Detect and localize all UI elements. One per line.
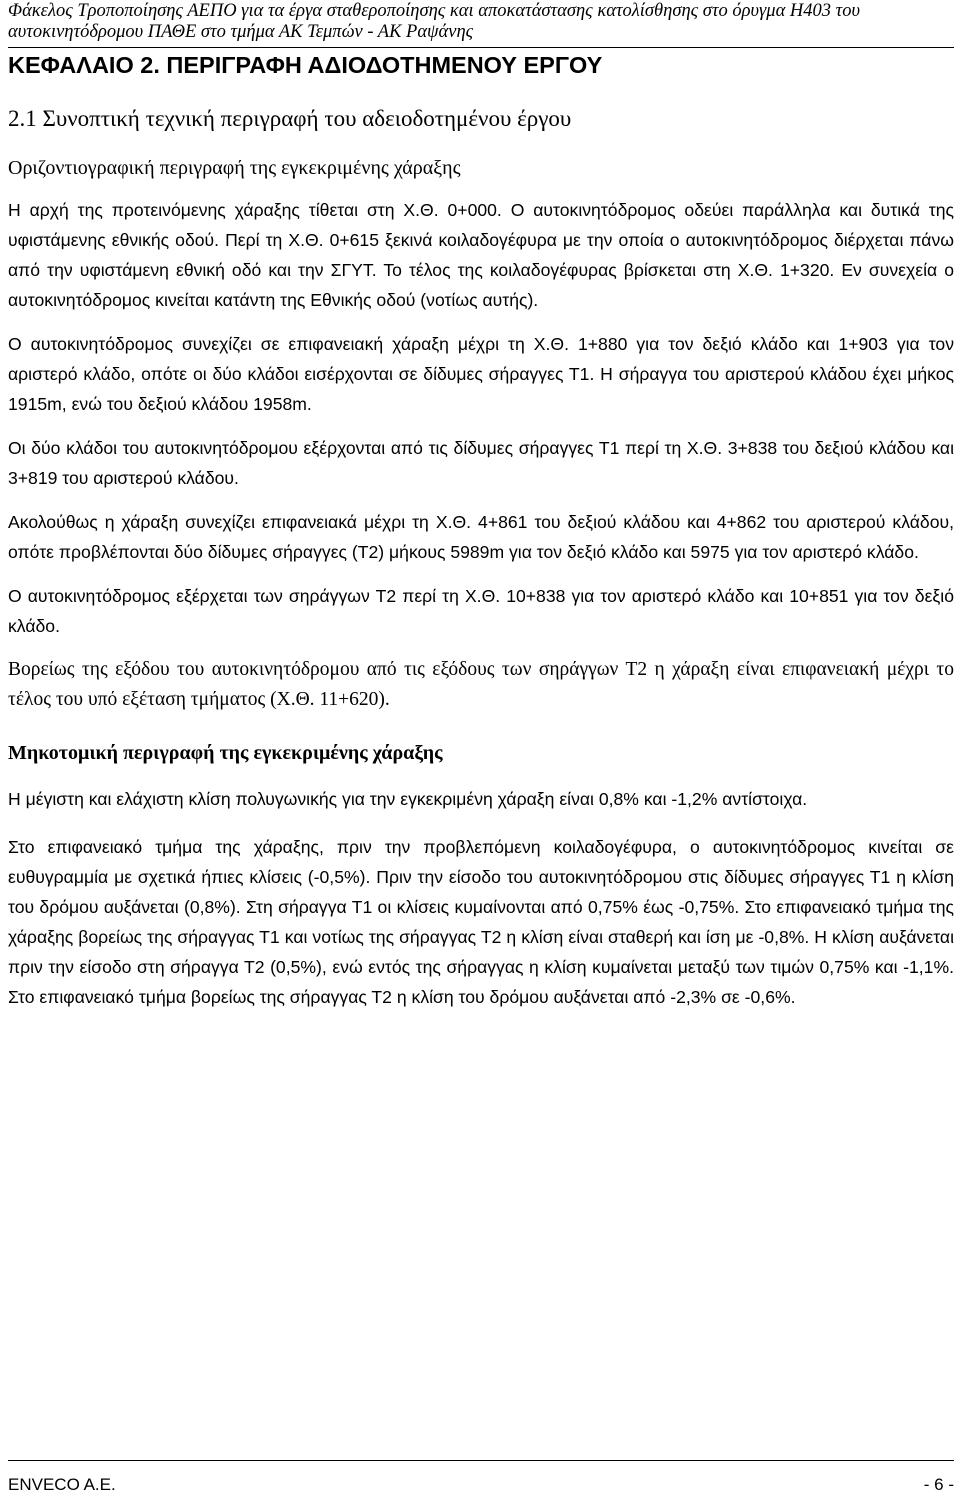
paragraph-3: Οι δύο κλάδοι του αυτοκινητόδρομου εξέρχονται από τις δίδυμες σήραγγες Τ1 περί τη Χ.Θ. 3+838 του δεξιού κλάδου και 3+819 του αριστερού κλάδου. (8, 438, 954, 488)
horizontal-heading: Οριζοντιογραφική περιγραφή της εγκεκριμένης χάραξης (8, 157, 461, 179)
chapter-title: ΚΕΦΑΛΑΙΟ 2. ΠΕΡΙΓΡΑΦΗ ΑΔΙΟΔΟΤΗΜΕΝΟΥ ΕΡΓΟΥ (8, 52, 603, 78)
vertical-heading: Μηκοτομική περιγραφή της εγκεκριμένης χάραξης (8, 742, 443, 764)
running-header (8, 0, 954, 48)
header-line-2: αυτοκινητόδρομου ΠΑΘΕ στο τμήμα ΑΚ Τεμπών - ΑΚ Ραψάνης (8, 22, 474, 42)
header-line-1: Φάκελος Τροποποίησης ΑΕΠΟ για τα έργα σταθεροποίησης και αποκατάστασης κατολίσθησης στο όρυγμα Η403 του (8, 1, 861, 21)
vertical-paragraph-1: Η μέγιστη και ελάχιστη κλίση πολυγωνικής για την εγκεκριμένη χάραξη είναι 0,8% και -1,2% αντίστοιχα. (8, 789, 808, 809)
vertical-paragraph-2: Στο επιφανειακό τμήμα της χάραξης, πριν την προβλεπόμενη κοιλαδογέφυρα, ο αυτοκινητόδρομος κινείται σε ευθυγραμμία με σχετικά ήπιες κλίσεις (-0,5%). Πριν την είσοδο του αυτοκινητόδρομου στις δίδυμες σήραγγες Τ1 η κλίση του δρόμου αυξάνεται (0,8%). Στη σήραγγα Τ1 οι κλίσεις κυμαίνονται από 0,75% έως -0,75%. Στο επιφανειακό τμήμα της χάραξης βορείως της σήραγγας Τ1 και νοτίως της σήραγγας Τ2 η κλίση είναι σταθερή και ίση με -0,8%. Η κλίση αυξάνεται πριν την είσοδο στη σήραγγα Τ2 (0,5%), ενώ εντός της σήραγγας η κλίση κυμαίνεται μεταξύ των τιμών 0,75% και -1,1%. Στο επιφανειακό τμήμα βορείως της σήραγγας Τ2 η κλίση του δρόμου αυξάνεται από -2,3% σε -0,6%. (8, 837, 954, 1007)
paragraph-1: Η αρχή της προτεινόμενης χάραξης τίθεται στη Χ.Θ. 0+000. Ο αυτοκινητόδρομος οδεύει παράλληλα και δυτικά της υφιστάμενης εθνικής οδού. Περί τη Χ.Θ. 0+615 ξεκινά κοιλαδογέφυρα με την οποία ο αυτοκινητόδρομος διέρχεται πάνω από την υφιστάμενη εθνική οδό και την ΣΓΥΤ. Το τέλος της κοιλαδογέφυρας βρίσκεται στη Χ.Θ. 1+320. Εν συνεχεία ο αυτοκινητόδρομος κινείται κατάντη της Εθνικής οδού (νοτίως αυτής). (8, 200, 954, 310)
page-footer (8, 1460, 954, 1495)
paragraph-2: Ο αυτοκινητόδρομος συνεχίζει σε επιφανειακή χάραξη μέχρι τη Χ.Θ. 1+880 για τον δεξιό κλάδο και 1+903 για τον αριστερό κλάδο, οπότε οι δύο κλάδοι εισέρχονται σε δίδυμες σήραγγες Τ1. Η σήραγγα του αριστερού κλάδου έχει μήκος 1915m, ενώ του δεξιού κλάδου 1958m. (8, 334, 954, 414)
paragraph-6: Βορείως της εξόδου του αυτοκινητόδρομου από τις εξόδους των σηράγγων Τ2 η χάραξη είναι επιφανειακή μέχρι το τέλος του υπό εξέταση τμήματος (Χ.Θ. 11+620). (8, 659, 954, 710)
section-title: 2.1 Συνοπτική τεχνική περιγραφή του αδειοδοτημένου έργου (8, 106, 572, 131)
page-number: - 6 - (923, 1475, 954, 1494)
paragraph-4: Ακολούθως η χάραξη συνεχίζει επιφανειακά μέχρι τη Χ.Θ. 4+861 του δεξιού κλάδου και 4+862 του αριστερού κλάδου, οπότε προβλέπονται δύο δίδυμες σήραγγες (Τ2) μήκους 5989m για τον δεξιό κλάδο και 5975 για τον αριστερό κλάδο. (8, 512, 954, 562)
footer-company: ENVECO A.E. (8, 1475, 116, 1494)
paragraph-5: Ο αυτοκινητόδρομος εξέρχεται των σηράγγων Τ2 περί τη Χ.Θ. 10+838 για τον αριστερό κλάδο και 10+851 για τον δεξιό κλάδο. (8, 586, 954, 636)
